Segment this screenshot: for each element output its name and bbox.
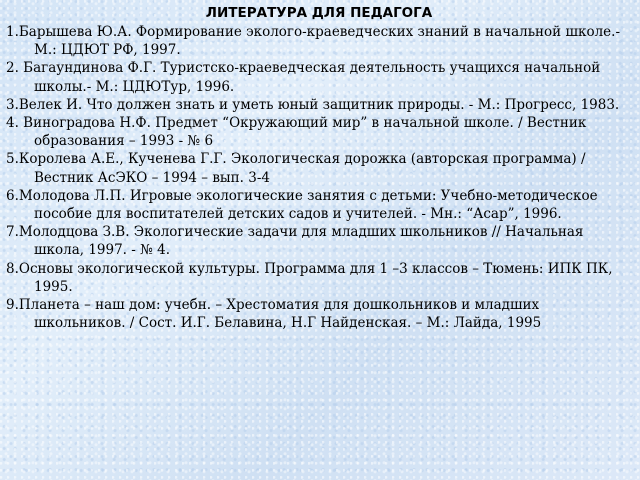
reference-item: 8.Основы экологической культуры. Программа для 1 –3 классов – Тюмень: ИПК ПК, 1995.: [6, 260, 613, 295]
slide: [6, 4, 632, 474]
reference-item: 6.Молодова Л.П. Игровые экологические занятия с детьми: Учебно-методическое пособие для воспитателей детских садов и учителей. - Мн.: “Асар”, 1996.: [6, 187, 598, 223]
reference-list: [6, 23, 632, 332]
reference-item: 2. Багаундинова Ф.Г. Туристско-краеведческая деятельность учащихся начальной школы.- М.: ЦДЮТур, 1996.: [6, 60, 601, 95]
reference-item: 9.Планета – наш дом: учебн. – Хрестоматия для дошкольников и младших школьников. / Сост. И.Г. Белавина, Н.Г Найденская. – М.: Лайда, 1995: [6, 297, 542, 332]
reference-item: 3.Велек И. Что должен знать и уметь юный защитник природы. - М.: Прогресс, 1983.: [6, 96, 620, 113]
page-title: ЛИТЕРАТУРА ДЛЯ ПЕДАГОГА: [205, 5, 433, 21]
reference-item: 1.Барышева Ю.А. Формирование эколого-краеведческих знаний в начальной школе.- М.: ЦДЮТ РФ, 1997.: [6, 24, 620, 59]
reference-item: 7.Молодцова З.В. Экологические задачи для младших школьников // Начальная школа, 1997. - № 4.: [6, 224, 584, 259]
reference-item: 4. Виноградова Н.Ф. Предмет “Окружающий мир” в начальной школе. / Вестник образования – 1993 - № 6: [6, 115, 587, 150]
reference-item: 5.Королева А.Е., Кученева Г.Г. Экологическая дорожка (авторская программа) / Вестник АсЭКО – 1994 – вып. 3-4: [6, 151, 586, 186]
